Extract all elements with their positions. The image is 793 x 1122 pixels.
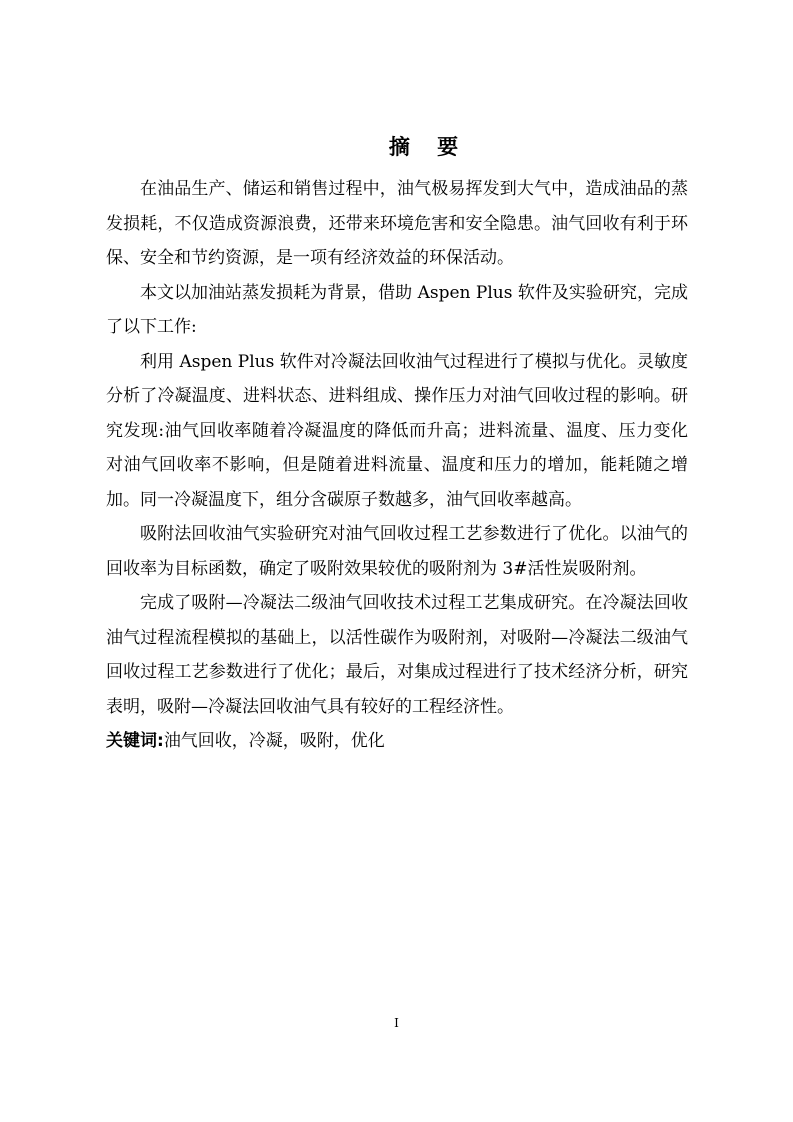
abstract-paragraph-4: 吸附法回收油气实验研究对油气回收过程工艺参数进行了优化。以油气的回收率为目标函数，确定了吸附效果较优的吸附剂为 3#活性炭吸附剂。 <box>106 524 688 579</box>
abstract-paragraph-1: 在油品生产、储运和销售过程中，油气极易挥发到大气中，造成油品的蒸发损耗，不仅造成资源浪费，还带来环境危害和安全隐患。油气回收有利于环保、安全和节约资源，是一项有经济效益的环保活动。 <box>106 179 688 268</box>
keywords-text: 油气回收，冷凝，吸附，优化 <box>163 731 385 751</box>
page-number: I <box>394 1016 399 1030</box>
keywords-line <box>106 724 688 759</box>
keywords-label: 关键词: <box>106 731 164 751</box>
abstract-paragraph-5: 完成了吸附—冷凝法二级油气回收技术过程工艺集成研究。在冷凝法回收油气过程流程模拟的基础上，以活性碳作为吸附剂，对吸附—冷凝法二级油气回收过程工艺参数进行了优化；最后，对集成过程进行了技术经济分析，研究表明，吸附—冷凝法回收油气具有较好的工程经济性。 <box>106 593 688 717</box>
abstract-title: 摘 要 <box>388 135 469 159</box>
abstract-paragraph-3: 利用 Aspen Plus 软件对冷凝法回收油气过程进行了模拟与优化。灵敏度分析了冷凝温度、进料状态、进料组成、操作压力对油气回收过程的影响。研究发现:油气回收率随着冷凝温度的降低而升高；进料流量、温度、压力变化对油气回收率不影响，但是随着进料流量、温度和压力的增加，能耗随之增加。同一冷凝温度下，组分含碳原子数越多，油气回收率越高。 <box>106 351 688 510</box>
abstract-paragraph-2: 本文以加油站蒸发损耗为背景，借助 Aspen Plus 软件及实验研究，完成了以下工作: <box>106 282 688 337</box>
abstract-body <box>106 172 688 759</box>
